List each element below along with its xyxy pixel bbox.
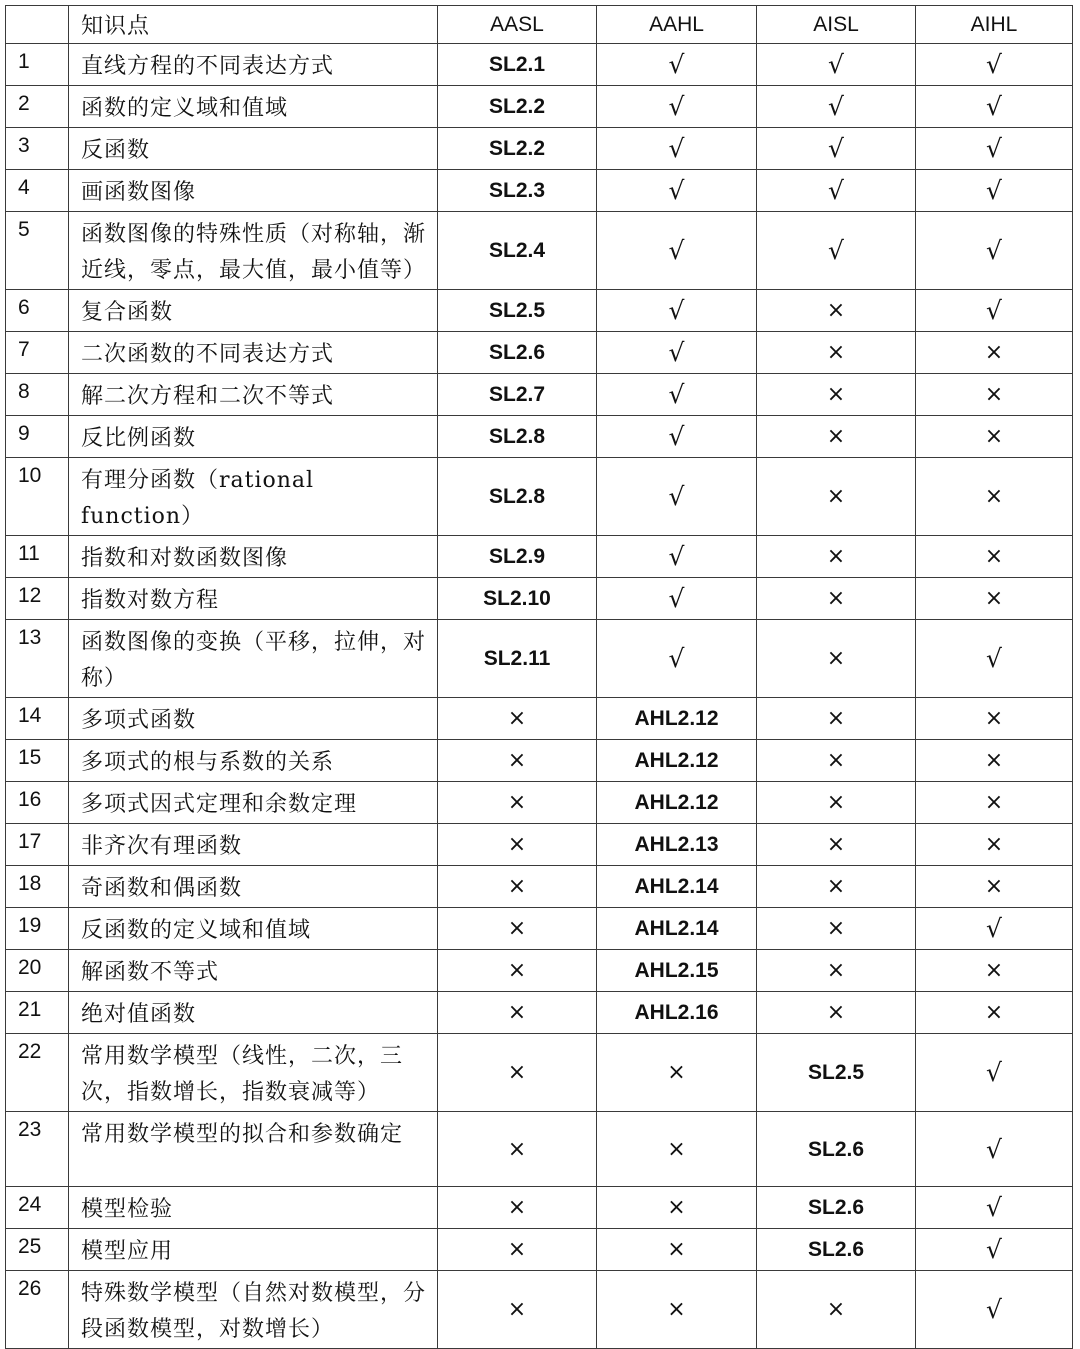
- row-number: 7: [6, 332, 69, 374]
- aasl-cell: [438, 86, 597, 128]
- aasl-cell: [438, 458, 597, 536]
- topic-cell: 多项式函数: [69, 698, 438, 740]
- syllabus-code: SL2.10: [483, 587, 551, 610]
- aisl-cell: [757, 740, 916, 782]
- check-mark-icon: √: [668, 644, 685, 673]
- aihl-cell: [916, 992, 1073, 1034]
- syllabus-code: SL2.6: [807, 1137, 865, 1161]
- check-mark-icon: √: [986, 134, 1002, 163]
- check-mark-icon: √: [986, 50, 1002, 79]
- aahl-cell: [597, 950, 757, 992]
- row-number: 4: [6, 170, 69, 212]
- topic-cell: 函数的定义域和值域: [69, 86, 438, 128]
- aisl-cell: [757, 416, 916, 458]
- cross-mark-icon: ×: [984, 382, 1004, 407]
- row-number: 20: [6, 950, 69, 992]
- aisl-cell: [757, 44, 916, 86]
- aihl-cell: [916, 170, 1073, 212]
- cross-mark-icon: ×: [507, 1237, 527, 1262]
- aahl-cell: [597, 1271, 757, 1349]
- syllabus-code: SL2.6: [488, 341, 546, 364]
- aasl-cell: [438, 290, 597, 332]
- cross-mark-icon: ×: [507, 832, 527, 857]
- aasl-cell: [438, 950, 597, 992]
- aisl-cell: [757, 620, 916, 698]
- cross-mark-icon: ×: [984, 874, 1004, 899]
- row-number: 12: [6, 578, 69, 620]
- check-mark-icon: √: [668, 50, 685, 79]
- aasl-cell: [438, 1112, 597, 1187]
- aasl-cell: [438, 416, 597, 458]
- row-number: 16: [6, 782, 69, 824]
- syllabus-code: AHL2.12: [634, 749, 719, 772]
- topic-cell: 多项式的根与系数的关系: [69, 740, 438, 782]
- aihl-cell: [916, 578, 1073, 620]
- aahl-cell: [597, 212, 757, 290]
- aihl-cell: [916, 1034, 1073, 1112]
- table-row: [6, 1229, 1073, 1271]
- table-row: [6, 578, 1073, 620]
- check-mark-icon: √: [668, 422, 685, 451]
- aihl-cell: [916, 908, 1073, 950]
- header-aahl: AAHL: [597, 6, 757, 44]
- syllabus-code: SL2.6: [807, 1238, 865, 1261]
- aasl-cell: [438, 698, 597, 740]
- syllabus-code: AHL2.13: [634, 833, 719, 856]
- cross-mark-icon: ×: [984, 424, 1004, 449]
- row-number: 6: [6, 290, 69, 332]
- aisl-cell: [757, 908, 916, 950]
- table-row: [6, 536, 1073, 578]
- aihl-cell: [916, 332, 1073, 374]
- aasl-cell: [438, 1034, 597, 1112]
- syllabus-code: SL2.2: [488, 137, 546, 160]
- syllabus-code: SL2.3: [488, 179, 546, 202]
- table-row: [6, 1187, 1073, 1229]
- syllabus-code: AHL2.12: [634, 791, 719, 814]
- aahl-cell: [597, 458, 757, 536]
- aisl-cell: [757, 1271, 916, 1349]
- aihl-cell: [916, 698, 1073, 740]
- aihl-cell: [916, 620, 1073, 698]
- check-mark-icon: √: [986, 1134, 1002, 1164]
- cross-mark-icon: ×: [667, 1136, 686, 1162]
- topic-cell: 反比例函数: [69, 416, 438, 458]
- topic-cell: 特殊数学模型（自然对数模型，分段函数模型，对数增长）: [69, 1271, 438, 1349]
- cross-mark-icon: ×: [826, 544, 846, 569]
- aasl-cell: [438, 332, 597, 374]
- cross-mark-icon: ×: [826, 424, 846, 449]
- topic-cell: 指数对数方程: [69, 578, 438, 620]
- aihl-cell: [916, 44, 1073, 86]
- check-mark-icon: √: [986, 1058, 1002, 1087]
- cross-mark-icon: ×: [826, 382, 846, 407]
- aisl-cell: [757, 458, 916, 536]
- aisl-cell: [757, 782, 916, 824]
- topic-cell: 常用数学模型的拟合和参数确定: [69, 1112, 438, 1187]
- syllabus-comparison-table: [5, 5, 1073, 1349]
- aahl-cell: [597, 1229, 757, 1271]
- table-row: [6, 1112, 1073, 1187]
- cross-mark-icon: ×: [507, 874, 527, 899]
- aasl-cell: [438, 170, 597, 212]
- table-row: [6, 908, 1073, 950]
- cross-mark-icon: ×: [826, 832, 846, 857]
- topic-cell: 复合函数: [69, 290, 438, 332]
- check-mark-icon: √: [986, 176, 1002, 205]
- aihl-cell: [916, 950, 1073, 992]
- check-mark-icon: √: [668, 584, 685, 613]
- row-number: 10: [6, 458, 69, 536]
- aahl-cell: [597, 86, 757, 128]
- table-row: [6, 416, 1073, 458]
- topic-cell: 反函数: [69, 128, 438, 170]
- topic-cell: 常用数学模型（线性，二次，三次，指数增长，指数衰减等）: [69, 1034, 438, 1112]
- cross-mark-icon: ×: [984, 706, 1004, 731]
- aihl-cell: [916, 290, 1073, 332]
- table-row: [6, 620, 1073, 698]
- table-row: [6, 1034, 1073, 1112]
- syllabus-code: SL2.4: [488, 239, 546, 262]
- aahl-cell: [597, 374, 757, 416]
- cross-mark-icon: ×: [507, 1000, 527, 1025]
- aasl-cell: [438, 740, 597, 782]
- topic-cell: 二次函数的不同表达方式: [69, 332, 438, 374]
- cross-mark-icon: ×: [984, 484, 1004, 509]
- check-mark-icon: √: [668, 236, 685, 265]
- aahl-cell: [597, 866, 757, 908]
- cross-mark-icon: ×: [826, 958, 846, 983]
- cross-mark-icon: ×: [826, 874, 846, 899]
- cross-mark-icon: ×: [826, 706, 846, 731]
- aasl-cell: [438, 782, 597, 824]
- syllabus-table-wrapper: [5, 5, 1073, 1349]
- row-number: 24: [6, 1187, 69, 1229]
- cross-mark-icon: ×: [667, 1195, 686, 1220]
- topic-cell: 非齐次有理函数: [69, 824, 438, 866]
- aisl-cell: [757, 824, 916, 866]
- aahl-cell: [597, 782, 757, 824]
- aahl-cell: [597, 824, 757, 866]
- check-mark-icon: √: [828, 92, 844, 121]
- aihl-cell: [916, 1271, 1073, 1349]
- row-number: 15: [6, 740, 69, 782]
- cross-mark-icon: ×: [984, 544, 1004, 569]
- cross-mark-icon: ×: [507, 790, 527, 815]
- aasl-cell: [438, 1187, 597, 1229]
- aasl-cell: [438, 374, 597, 416]
- row-number: 13: [6, 620, 69, 698]
- check-mark-icon: √: [986, 236, 1002, 265]
- aihl-cell: [916, 1112, 1073, 1187]
- cross-mark-icon: ×: [984, 1000, 1004, 1025]
- topic-cell: 有理分函数（rational function）: [69, 458, 438, 536]
- cross-mark-icon: ×: [984, 790, 1004, 815]
- check-mark-icon: √: [986, 1295, 1002, 1324]
- cross-mark-icon: ×: [984, 340, 1004, 365]
- aisl-cell: [757, 1034, 916, 1112]
- aihl-cell: [916, 458, 1073, 536]
- table-row: [6, 374, 1073, 416]
- cross-mark-icon: ×: [984, 832, 1004, 857]
- aihl-cell: [916, 86, 1073, 128]
- syllabus-code: AHL2.16: [634, 1001, 719, 1024]
- topic-cell: 画函数图像: [69, 170, 438, 212]
- aahl-cell: [597, 1034, 757, 1112]
- check-mark-icon: √: [828, 50, 844, 79]
- aahl-cell: [597, 290, 757, 332]
- row-number: 21: [6, 992, 69, 1034]
- topic-cell: 模型检验: [69, 1187, 438, 1229]
- cross-mark-icon: ×: [826, 298, 846, 323]
- syllabus-code: SL2.1: [488, 53, 546, 76]
- topic-cell: 反函数的定义域和值域: [69, 908, 438, 950]
- aisl-cell: [757, 86, 916, 128]
- cross-mark-icon: ×: [826, 586, 846, 611]
- aasl-cell: [438, 992, 597, 1034]
- row-number: 14: [6, 698, 69, 740]
- table-row: [6, 866, 1073, 908]
- syllabus-code: SL2.9: [488, 545, 546, 568]
- row-number: 1: [6, 44, 69, 86]
- aihl-cell: [916, 374, 1073, 416]
- cross-mark-icon: ×: [826, 748, 846, 773]
- aisl-cell: [757, 374, 916, 416]
- aihl-cell: [916, 782, 1073, 824]
- syllabus-code: SL2.2: [488, 95, 546, 118]
- header-aasl: AASL: [438, 6, 597, 44]
- cross-mark-icon: ×: [507, 1195, 527, 1220]
- cross-mark-icon: ×: [667, 1060, 686, 1085]
- aahl-cell: [597, 992, 757, 1034]
- aahl-cell: [597, 44, 757, 86]
- table-row: [6, 1271, 1073, 1349]
- topic-cell: 直线方程的不同表达方式: [69, 44, 438, 86]
- table-row: [6, 950, 1073, 992]
- aisl-cell: [757, 950, 916, 992]
- aihl-cell: [916, 128, 1073, 170]
- table-row: [6, 44, 1073, 86]
- row-number: 9: [6, 416, 69, 458]
- header-row: [6, 6, 1073, 44]
- aihl-cell: [916, 740, 1073, 782]
- cross-mark-icon: ×: [984, 586, 1004, 611]
- aasl-cell: [438, 578, 597, 620]
- aihl-cell: [916, 416, 1073, 458]
- syllabus-code: SL2.6: [807, 1196, 865, 1219]
- check-mark-icon: √: [828, 134, 844, 163]
- aasl-cell: [438, 212, 597, 290]
- row-number: 17: [6, 824, 69, 866]
- aahl-cell: [597, 170, 757, 212]
- cross-mark-icon: ×: [507, 1136, 527, 1162]
- syllabus-code: SL2.5: [807, 1061, 865, 1084]
- aahl-cell: [597, 332, 757, 374]
- syllabus-code: SL2.7: [488, 383, 546, 406]
- aasl-cell: [438, 1229, 597, 1271]
- aahl-cell: [597, 620, 757, 698]
- cross-mark-icon: ×: [826, 1000, 846, 1025]
- aisl-cell: [757, 1229, 916, 1271]
- aisl-cell: [757, 578, 916, 620]
- cross-mark-icon: ×: [826, 484, 846, 509]
- cross-mark-icon: ×: [667, 1297, 686, 1322]
- topic-cell: 指数和对数函数图像: [69, 536, 438, 578]
- table-row: [6, 824, 1073, 866]
- check-mark-icon: √: [828, 236, 844, 265]
- syllabus-code: SL2.5: [488, 299, 546, 322]
- row-number: 3: [6, 128, 69, 170]
- row-number: 22: [6, 1034, 69, 1112]
- header-topic: 知识点: [69, 6, 438, 44]
- aihl-cell: [916, 536, 1073, 578]
- table-row: [6, 170, 1073, 212]
- aihl-cell: [916, 866, 1073, 908]
- syllabus-code: AHL2.14: [634, 917, 719, 940]
- aisl-cell: [757, 1112, 916, 1187]
- aasl-cell: [438, 824, 597, 866]
- aahl-cell: [597, 740, 757, 782]
- aahl-cell: [597, 1187, 757, 1229]
- cross-mark-icon: ×: [984, 748, 1004, 773]
- topic-cell: 解函数不等式: [69, 950, 438, 992]
- syllabus-code: SL2.8: [488, 425, 546, 448]
- topic-cell: 解二次方程和二次不等式: [69, 374, 438, 416]
- topic-cell: 多项式因式定理和余数定理: [69, 782, 438, 824]
- row-number: 2: [6, 86, 69, 128]
- topic-cell: 奇函数和偶函数: [69, 866, 438, 908]
- cross-mark-icon: ×: [826, 916, 846, 941]
- table-row: [6, 128, 1073, 170]
- aisl-cell: [757, 992, 916, 1034]
- aihl-cell: [916, 1187, 1073, 1229]
- topic-cell: 函数图像的特殊性质（对称轴，渐近线，零点，最大值，最小值等）: [69, 212, 438, 290]
- syllabus-code: SL2.11: [483, 647, 551, 670]
- aahl-cell: [597, 416, 757, 458]
- aisl-cell: [757, 290, 916, 332]
- table-row: [6, 740, 1073, 782]
- table-row: [6, 290, 1073, 332]
- aahl-cell: [597, 908, 757, 950]
- check-mark-icon: √: [668, 176, 685, 205]
- check-mark-icon: √: [986, 1235, 1002, 1264]
- check-mark-icon: √: [668, 380, 685, 409]
- cross-mark-icon: ×: [507, 1297, 527, 1322]
- topic-cell: 模型应用: [69, 1229, 438, 1271]
- row-number: 26: [6, 1271, 69, 1349]
- cross-mark-icon: ×: [507, 748, 527, 773]
- topic-cell: 绝对值函数: [69, 992, 438, 1034]
- aisl-cell: [757, 698, 916, 740]
- aasl-cell: [438, 908, 597, 950]
- cross-mark-icon: ×: [507, 916, 527, 941]
- aahl-cell: [597, 1112, 757, 1187]
- header-aisl: AISL: [757, 6, 916, 44]
- check-mark-icon: √: [668, 482, 685, 511]
- table-row: [6, 458, 1073, 536]
- aahl-cell: [597, 698, 757, 740]
- check-mark-icon: √: [986, 92, 1002, 121]
- syllabus-code: AHL2.14: [634, 875, 719, 898]
- syllabus-code: SL2.8: [488, 485, 546, 508]
- row-number: 25: [6, 1229, 69, 1271]
- aisl-cell: [757, 536, 916, 578]
- check-mark-icon: √: [828, 176, 844, 205]
- check-mark-icon: √: [986, 296, 1002, 325]
- aisl-cell: [757, 170, 916, 212]
- aasl-cell: [438, 128, 597, 170]
- check-mark-icon: √: [668, 92, 685, 121]
- cross-mark-icon: ×: [826, 340, 846, 365]
- aisl-cell: [757, 128, 916, 170]
- table-row: [6, 332, 1073, 374]
- aasl-cell: [438, 44, 597, 86]
- aihl-cell: [916, 212, 1073, 290]
- header-num: [6, 6, 69, 44]
- aisl-cell: [757, 332, 916, 374]
- row-number: 18: [6, 866, 69, 908]
- header-aihl: AIHL: [916, 6, 1073, 44]
- check-mark-icon: √: [668, 296, 685, 325]
- cross-mark-icon: ×: [507, 706, 527, 731]
- aisl-cell: [757, 1187, 916, 1229]
- syllabus-code: AHL2.15: [634, 959, 719, 982]
- cross-mark-icon: ×: [507, 958, 527, 983]
- check-mark-icon: √: [668, 338, 685, 367]
- aisl-cell: [757, 212, 916, 290]
- row-number: 11: [6, 536, 69, 578]
- row-number: 5: [6, 212, 69, 290]
- aahl-cell: [597, 536, 757, 578]
- row-number: 8: [6, 374, 69, 416]
- check-mark-icon: √: [986, 1193, 1002, 1222]
- row-number: 19: [6, 908, 69, 950]
- cross-mark-icon: ×: [826, 646, 846, 671]
- aasl-cell: [438, 620, 597, 698]
- cross-mark-icon: ×: [984, 958, 1004, 983]
- aihl-cell: [916, 824, 1073, 866]
- table-row: [6, 782, 1073, 824]
- aahl-cell: [597, 578, 757, 620]
- table-row: [6, 86, 1073, 128]
- syllabus-code: AHL2.12: [634, 707, 719, 730]
- check-mark-icon: √: [668, 542, 685, 571]
- cross-mark-icon: ×: [826, 790, 846, 815]
- aihl-cell: [916, 1229, 1073, 1271]
- check-mark-icon: √: [986, 644, 1002, 673]
- aasl-cell: [438, 536, 597, 578]
- check-mark-icon: √: [668, 134, 685, 163]
- cross-mark-icon: ×: [507, 1060, 527, 1085]
- aahl-cell: [597, 128, 757, 170]
- table-body: [6, 44, 1073, 1349]
- table-row: [6, 698, 1073, 740]
- row-number: 23: [6, 1112, 69, 1187]
- cross-mark-icon: ×: [667, 1237, 686, 1262]
- check-mark-icon: √: [986, 914, 1002, 943]
- aasl-cell: [438, 866, 597, 908]
- table-row: [6, 992, 1073, 1034]
- topic-cell: 函数图像的变换（平移，拉伸，对称）: [69, 620, 438, 698]
- aasl-cell: [438, 1271, 597, 1349]
- cross-mark-icon: ×: [826, 1297, 846, 1322]
- table-row: [6, 212, 1073, 290]
- aisl-cell: [757, 866, 916, 908]
